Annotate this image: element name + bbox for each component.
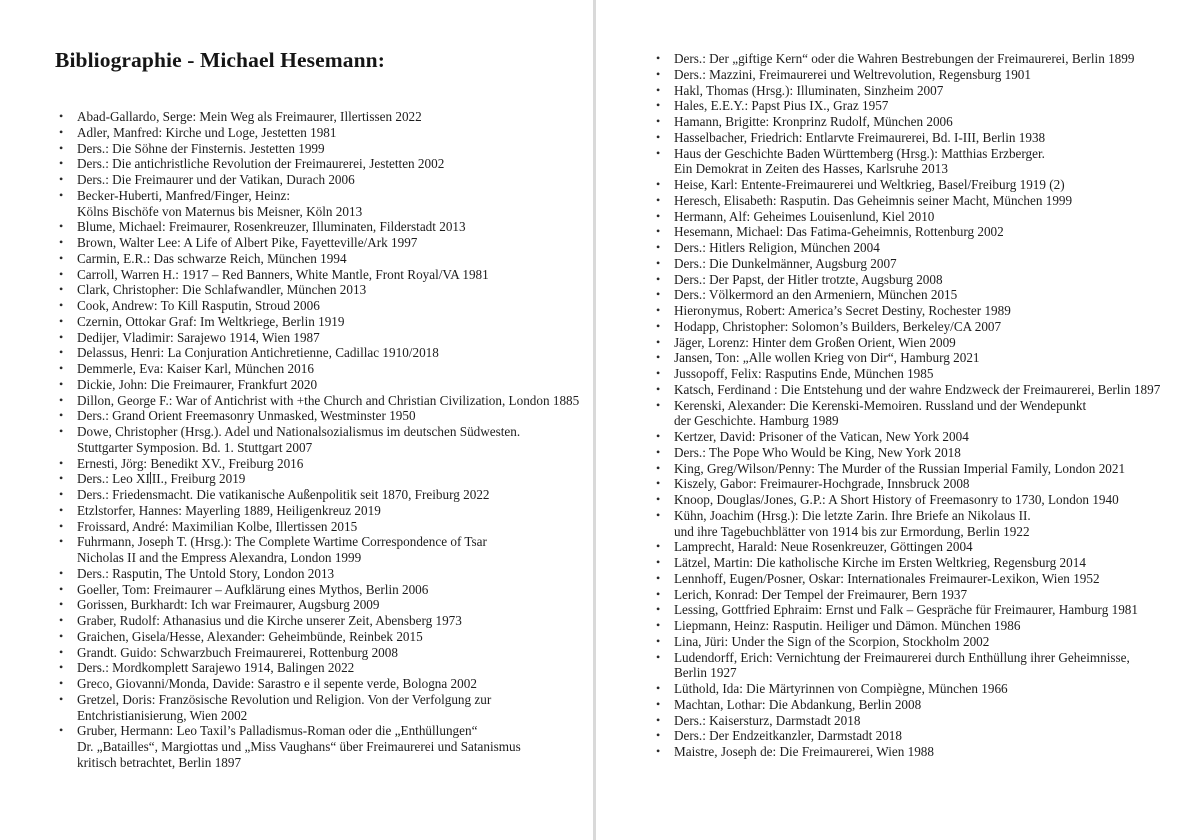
bibliography-line: Lamprecht, Harald: Neue Rosenkreuzer, Göttingen 2004 — [674, 539, 973, 555]
bibliography-entry[interactable] — [55, 471, 587, 487]
bibliography-line: Jansen, Ton: „Alle wollen Krieg von Dir“, Hamburg 2021 — [674, 350, 980, 366]
bibliography-entry[interactable] — [652, 602, 1184, 618]
bullet-marker: • — [656, 366, 661, 380]
bullet-marker: • — [59, 298, 64, 312]
bullet-marker: • — [656, 51, 661, 65]
bibliography-line: Knoop, Douglas/Jones, G.P.: A Short History of Freemasonry to 1730, London 1940 — [674, 492, 1119, 507]
bullet-marker: • — [656, 192, 661, 207]
bibliography-entry[interactable] — [652, 492, 1184, 508]
bibliography-line: Heresch, Elisabeth: Rasputin. Das Geheimnis seiner Macht, München 1999 — [674, 192, 1073, 208]
text-caret — [150, 472, 151, 484]
bibliography-entry[interactable] — [55, 330, 587, 346]
bibliography-entry[interactable] — [652, 476, 1184, 492]
bullet-marker: • — [656, 602, 661, 617]
bibliography-line: Ders.: Hitlers Religion, München 2004 — [674, 240, 880, 255]
bibliography-line: Froissard, André: Maximilian Kolbe, Illertissen 2015 — [77, 518, 358, 534]
bullet-marker: • — [656, 744, 661, 758]
bibliography-line: Abad-Gallardo, Serge: Mein Weg als Freimaurer, Illertissen 2022 — [77, 109, 422, 124]
bibliography-entry[interactable] — [652, 539, 1184, 555]
bullet-marker: • — [59, 187, 64, 202]
bullet-marker: • — [59, 628, 64, 643]
bibliography-line: Goeller, Tom: Freimaurer – Aufklärung eines Mythos, Berlin 2006 — [77, 581, 429, 597]
bibliography-line: Ders.: Die Freimaurer und der Vatikan, Durach 2006 — [77, 172, 355, 187]
bibliography-entry[interactable] — [652, 681, 1184, 697]
bibliography-line: Hamann, Brigitte: Kronprinz Rudolf, München 2006 — [674, 114, 953, 129]
bibliography-entry[interactable] — [652, 224, 1184, 240]
bibliography-line: Kühn, Joachim (Hrsg.): Die letzte Zarin. Ihre Briefe an Nikolaus II. — [674, 507, 1031, 523]
bibliography-line: Ders.: The Pope Who Would be King, New York 2018 — [674, 444, 961, 460]
bibliography-entry[interactable] — [55, 723, 587, 770]
bibliography-entry[interactable] — [55, 503, 587, 519]
bibliography-line: Hermann, Alf: Geheimes Louisenlund, Kiel 2010 — [674, 208, 935, 224]
bibliography-entry[interactable] — [652, 445, 1184, 461]
bibliography-entry[interactable] — [652, 256, 1184, 272]
bibliography-entry[interactable] — [55, 519, 587, 535]
bibliography-line: Clark, Christopher: Die Schlafwandler, München 2013 — [77, 282, 367, 298]
bullet-marker: • — [656, 240, 661, 254]
bibliography-entry[interactable] — [55, 597, 587, 613]
bullet-marker: • — [656, 649, 661, 664]
bibliography-entry[interactable] — [652, 366, 1184, 382]
bibliography-line: Ders.: Rasputin, The Untold Story, London 2013 — [77, 565, 335, 581]
bullet-marker: • — [656, 82, 661, 97]
bullet-marker: • — [656, 145, 661, 160]
bibliography-entry[interactable] — [652, 461, 1184, 477]
bullet-marker: • — [59, 518, 64, 533]
bullet-marker: • — [59, 424, 64, 438]
bibliography-line: Stuttgarter Symposion. Bd. 1. Stuttgart 2007 — [77, 439, 313, 455]
bullet-marker: • — [59, 392, 64, 407]
bibliography-line: Machtan, Lothar: Die Abdankung, Berlin 2008 — [674, 696, 922, 712]
page-title[interactable]: Bibliographie - Michael Hesemann: — [55, 48, 385, 72]
bibliography-line: Delassus, Henri: La Conjuration Antichretienne, Cadillac 1910/2018 — [77, 345, 439, 361]
bibliography-line: Ders.: Die antichristliche Revolution der Freimaurerei, Jestetten 2002 — [77, 156, 445, 172]
bibliography-entry[interactable] — [652, 571, 1184, 587]
bibliography-line: Gretzel, Doris: Französische Revolution und Religion. Von der Verfolgung zur — [77, 691, 492, 707]
bibliography-line: Hieronymus, Robert: America’s Secret Destiny, Rochester 1989 — [674, 303, 1011, 318]
bullet-marker: • — [59, 329, 64, 344]
bibliography-entry[interactable] — [55, 156, 587, 172]
bibliography-entry[interactable] — [55, 645, 587, 661]
bibliography-line: Lessing, Gottfried Ephraim: Ernst und Falk – Gespräche für Freimaurer, Hamburg 1981 — [674, 602, 1138, 618]
bibliography-entry[interactable] — [55, 676, 587, 692]
bibliography-entry[interactable] — [55, 377, 587, 393]
bibliography-entry[interactable] — [55, 219, 587, 235]
bibliography-line: Carmin, E.R.: Das schwarze Reich, München 1994 — [77, 250, 347, 266]
bibliography-line: Ein Demokrat in Zeiten des Hasses, Karlsruhe 2013 — [674, 161, 948, 177]
bibliography-entry[interactable] — [652, 98, 1184, 114]
bibliography-entry[interactable] — [652, 67, 1184, 83]
bullet-marker: • — [656, 570, 661, 585]
bibliography-line: Kertzer, David: Prisoner of the Vatican, New York 2004 — [674, 429, 969, 444]
bibliography-entry[interactable] — [652, 650, 1184, 682]
bullet-marker: • — [59, 676, 64, 690]
bibliography-line: Demmerle, Eva: Kaiser Karl, München 2016 — [77, 361, 314, 376]
bibliography-line: Entchristianisierung, Wien 2002 — [77, 707, 248, 723]
bullet-marker: • — [656, 696, 661, 711]
bibliography-line: Lüthold, Ida: Die Märtyrinnen von Compiègne, München 1966 — [674, 681, 1008, 696]
bullet-marker: • — [656, 507, 661, 522]
bibliography-entry[interactable] — [652, 587, 1184, 603]
bibliography-line: Lätzel, Martin: Die katholische Kirche im Ersten Weltkrieg, Regensburg 2014 — [674, 555, 1086, 570]
bibliography-entry[interactable] — [652, 382, 1184, 398]
bullet-marker: • — [656, 66, 661, 81]
bibliography-entry[interactable] — [652, 114, 1184, 130]
bullet-marker: • — [656, 476, 661, 491]
bibliography-line: Lina, Jüri: Under the Sign of the Scorpion, Stockholm 2002 — [674, 633, 990, 649]
bibliography-line: Grandt. Guido: Schwarzbuch Freimaurerei, Rottenburg 2008 — [77, 644, 398, 660]
bibliography-entry[interactable] — [55, 109, 587, 125]
bullet-marker: • — [59, 581, 64, 596]
bullet-marker: • — [656, 114, 661, 128]
bibliography-entry[interactable] — [652, 429, 1184, 445]
bullet-marker: • — [59, 597, 64, 612]
bullet-marker: • — [59, 361, 64, 375]
bibliography-entry[interactable] — [652, 697, 1184, 713]
bibliography-line: Cook, Andrew: To Kill Rasputin, Stroud 2006 — [77, 298, 320, 313]
bibliography-line: Fuhrmann, Joseph T. (Hrsg.): The Complete Wartime Correspondence of Tsar — [77, 534, 487, 550]
bibliography-entry[interactable] — [652, 398, 1184, 430]
bibliography-line: Ders.: Völkermord an den Armeniern, München 2015 — [674, 287, 958, 303]
bullet-marker: • — [656, 618, 661, 632]
bibliography-entry[interactable] — [55, 456, 587, 472]
bibliography-line: Gruber, Hermann: Leo Taxil’s Palladismus-Roman oder die „Enthüllungen“ — [77, 723, 478, 739]
bibliography-entry[interactable] — [652, 744, 1184, 760]
bibliography-line: Ders.: Der Endzeitkanzler, Darmstadt 2018 — [674, 728, 902, 744]
bibliography-line: Jäger, Lorenz: Hinter dem Großen Orient, Wien 2009 — [674, 334, 956, 350]
bibliography-line: Ders.: Friedensmacht. Die vatikanische Außenpolitik seit 1870, Freiburg 2022 — [77, 487, 490, 502]
bullet-marker: • — [656, 492, 661, 506]
bibliography-entry[interactable] — [55, 345, 587, 361]
bibliography-entry[interactable] — [55, 314, 587, 330]
bibliography-line: Hesemann, Michael: Das Fatima-Geheimnis, Rottenburg 2002 — [674, 224, 1004, 240]
bibliography-entry[interactable] — [55, 629, 587, 645]
bullet-marker: • — [656, 271, 661, 286]
bibliography-entry[interactable] — [55, 424, 587, 456]
bullet-marker: • — [59, 408, 64, 423]
page-left[interactable] — [0, 0, 593, 840]
bibliography-line: Ernesti, Jörg: Benedikt XV., Freiburg 2016 — [77, 455, 304, 471]
bibliography-line: und ihre Tagebuchblätter von 1914 bis zur Ermordung, Berlin 1922 — [674, 523, 1030, 539]
bibliography-entry[interactable] — [652, 618, 1184, 634]
bullet-marker: • — [656, 681, 661, 695]
bibliography-line: Brown, Walter Lee: A Life of Albert Pike, Fayetteville/Ark 1997 — [77, 235, 418, 250]
bibliography-line: Hakl, Thomas (Hrsg.): Illuminaten, Sinzheim 2007 — [674, 82, 944, 98]
bibliography-entry[interactable] — [652, 303, 1184, 319]
bullet-marker: • — [656, 429, 661, 443]
bibliography-entry[interactable] — [652, 508, 1184, 540]
bullet-marker: • — [656, 633, 661, 648]
bibliography-line: Liepmann, Heinz: Rasputin. Heiliger und Dämon. München 1986 — [674, 618, 1021, 633]
bibliography-line: Blume, Michael: Freimaurer, Rosenkreuzer, Illuminaten, Filderstadt 2013 — [77, 219, 466, 235]
bullet-marker: • — [656, 555, 661, 569]
bibliography-entry[interactable] — [55, 141, 587, 157]
bullet-marker: • — [59, 250, 64, 265]
bullet-marker: • — [59, 109, 64, 123]
bibliography-line: Jussopoff, Felix: Rasputins Ende, München 1985 — [674, 366, 934, 381]
bibliography-line: Graber, Rudolf: Athanasius und die Kirche unserer Zeit, Abensberg 1973 — [77, 613, 462, 628]
bibliography-line: Etzlstorfer, Hannes: Mayerling 1889, Heiligenkreuz 2019 — [77, 502, 381, 518]
bibliography-entry[interactable] — [652, 51, 1184, 67]
bullet-marker: • — [59, 282, 64, 297]
bullet-marker: • — [59, 376, 64, 391]
bullet-marker: • — [656, 350, 661, 365]
bullet-marker: • — [656, 334, 661, 349]
bibliography-line: Ders.: Grand Orient Freemasonry Unmasked, Westminster 1950 — [77, 408, 416, 424]
bibliography-entry[interactable] — [55, 251, 587, 267]
bibliography-line: Kiszely, Gabor: Freimaurer-Hochgrade, Innsbruck 2008 — [674, 476, 970, 492]
bibliography-entry[interactable] — [652, 319, 1184, 335]
bibliography-line: Hales, E.E.Y.: Papst Pius IX., Graz 1957 — [674, 98, 889, 114]
bullet-marker: • — [59, 660, 64, 675]
bibliography-line: Hasselbacher, Friedrich: Entlarvte Freimaurerei, Bd. I-III, Berlin 1938 — [674, 129, 1046, 145]
bibliography-entry[interactable] — [55, 361, 587, 377]
bibliography-entry[interactable] — [652, 177, 1184, 193]
bibliography-line: Dillon, George F.: War of Antichrist with +the Church and Christian Civilization, London 1885 — [77, 392, 580, 408]
bullet-marker: • — [656, 318, 661, 333]
bibliography-line: King, Greg/Wilson/Penny: The Murder of the Russian Imperial Family, London 2021 — [674, 460, 1126, 476]
bullet-marker: • — [656, 303, 661, 317]
bibliography-line: der Geschichte. Hamburg 1989 — [674, 413, 839, 429]
bibliography-line: Hodapp, Christopher: Solomon’s Builders, Berkeley/CA 2007 — [674, 318, 1002, 334]
bullet-marker: • — [656, 98, 661, 113]
bibliography-entry[interactable] — [652, 287, 1184, 303]
bibliography-line: Dickie, John: Die Freimaurer, Frankfurt 2020 — [77, 376, 318, 392]
bibliography-line: Graichen, Gisela/Hesse, Alexander: Geheimbünde, Reinbek 2015 — [77, 628, 423, 644]
bibliography-entry[interactable] — [55, 125, 587, 141]
bibliography-entry[interactable] — [652, 193, 1184, 209]
bibliography-entry[interactable] — [55, 487, 587, 503]
bullet-marker: • — [59, 502, 64, 517]
bullet-marker: • — [59, 613, 64, 627]
bibliography-list-left — [55, 109, 587, 771]
bibliography-line: Ders.: Der Papst, der Hitler trotzte, Augsburg 2008 — [674, 271, 943, 287]
bibliography-entry[interactable] — [55, 235, 587, 251]
bullet-marker: • — [59, 455, 64, 470]
bibliography-line: Ders.: Mordkomplett Sarajewo 1914, Balingen 2022 — [77, 660, 355, 676]
bullet-marker: • — [656, 397, 661, 412]
bullet-marker: • — [59, 691, 64, 706]
bullet-marker: • — [59, 345, 64, 360]
bibliography-entry[interactable] — [652, 713, 1184, 729]
bibliography-line: Carroll, Warren H.: 1917 – Red Banners, White Mantle, Front Royal/VA 1981 — [77, 266, 489, 282]
bibliography-line: Ders.: Kaisersturz, Darmstadt 2018 — [674, 712, 861, 728]
bibliography-line: Ders.: Die Söhne der Finsternis. Jestetten 1999 — [77, 140, 325, 156]
bibliography-entry[interactable] — [55, 566, 587, 582]
bibliography-entry[interactable] — [55, 393, 587, 409]
bibliography-line: kritisch betrachtet, Berlin 1897 — [77, 754, 242, 770]
bullet-marker: • — [59, 266, 64, 281]
bibliography-line: Ders.: Der „giftige Kern“ oder die Wahren Bestrebungen der Freimaurerei, Berlin 1899 — [674, 51, 1135, 66]
bibliography-entry[interactable] — [55, 408, 587, 424]
bibliography-line: Lerich, Konrad: Der Tempel der Freimaurer, Bern 1937 — [674, 586, 968, 602]
bibliography-entry[interactable] — [55, 534, 587, 566]
bibliography-line: Kölns Bischöfe von Maternus bis Meisner, Köln 2013 — [77, 203, 363, 219]
bibliography-line: Haus der Geschichte Baden Württemberg (Hrsg.): Matthias Erzberger. — [674, 145, 1045, 161]
bullet-marker: • — [656, 177, 661, 191]
page-right[interactable] — [596, 0, 1190, 840]
bibliography-entry[interactable] — [652, 272, 1184, 288]
bullet-marker: • — [656, 287, 661, 302]
bibliography-entry[interactable] — [652, 634, 1184, 650]
bullet-marker: • — [656, 208, 661, 223]
bullet-marker: • — [59, 313, 64, 328]
bibliography-entry[interactable] — [652, 350, 1184, 366]
bibliography-line: Gorissen, Burkhardt: Ich war Freimaurer, Augsburg 2009 — [77, 597, 380, 613]
bibliography-line: Ders.: Die Dunkelmänner, Augsburg 2007 — [674, 255, 897, 271]
bibliography-entry[interactable] — [55, 282, 587, 298]
bibliography-line: Heise, Karl: Entente-Freimaurerei und Weltkrieg, Basel/Freiburg 1919 (2) — [674, 177, 1065, 192]
bibliography-entry[interactable] — [55, 188, 587, 220]
bullet-marker: • — [59, 124, 64, 139]
bibliography-line: Czernin, Ottokar Graf: Im Weltkriege, Berlin 1919 — [77, 313, 345, 329]
bullet-marker: • — [656, 129, 661, 144]
bibliography-line: Dedijer, Vladimir: Sarajewo 1914, Wien 1987 — [77, 329, 320, 345]
bullet-marker: • — [59, 534, 64, 549]
bibliography-entry[interactable] — [652, 335, 1184, 351]
bullet-marker: • — [59, 140, 64, 155]
bibliography-entry[interactable] — [652, 209, 1184, 225]
bibliography-entry[interactable] — [652, 146, 1184, 178]
bibliography-line: Maistre, Joseph de: Die Freimaurerei, Wien 1988 — [674, 744, 934, 759]
bullet-marker: • — [59, 471, 64, 486]
bullet-marker: • — [59, 156, 64, 171]
bibliography-entry[interactable] — [652, 728, 1184, 744]
bibliography-line: Lennhoff, Eugen/Posner, Oskar: Internationales Freimaurer-Lexikon, Wien 1952 — [674, 570, 1100, 586]
bibliography-line: Greco, Giovanni/Monda, Davide: Sarastro e il sepente verde, Bologna 2002 — [77, 676, 477, 691]
bullet-marker: • — [59, 219, 64, 234]
bibliography-line: Berlin 1927 — [674, 665, 737, 681]
bibliography-entry[interactable] — [55, 267, 587, 283]
bibliography-entry[interactable] — [55, 172, 587, 188]
bibliography-line: Adler, Manfred: Kirche und Loge, Jestetten 1981 — [77, 124, 337, 140]
bullet-marker: • — [59, 723, 64, 738]
bibliography-entry[interactable] — [55, 692, 587, 724]
bullet-marker: • — [656, 728, 661, 743]
bullet-marker: • — [656, 586, 661, 601]
bibliography-entry[interactable] — [55, 298, 587, 314]
bibliography-entry[interactable] — [55, 582, 587, 598]
bullet-marker: • — [656, 539, 661, 554]
bullet-marker: • — [656, 712, 661, 727]
bibliography-line: Dr. „Batailles“, Margiottas und „Miss Vaughans“ über Freimaurerei und Satanismus — [77, 739, 521, 754]
bibliography-line: Ders.: Mazzini, Freimaurerei und Weltrevolution, Regensburg 1901 — [674, 66, 1031, 82]
bibliography-entry[interactable] — [652, 83, 1184, 99]
bullet-marker: • — [656, 460, 661, 475]
bullet-marker: • — [656, 444, 661, 459]
bibliography-list-right — [652, 51, 1184, 760]
bibliography-line: Dowe, Christopher (Hrsg.). Adel und Nationalsozialismus im deutschen Südwesten. — [77, 424, 521, 439]
bullet-marker: • — [656, 381, 661, 396]
bibliography-entry[interactable] — [652, 130, 1184, 146]
bibliography-line: Becker-Huberti, Manfred/Finger, Heinz: — [77, 187, 291, 203]
bullet-marker: • — [656, 255, 661, 270]
bullet-marker: • — [59, 235, 64, 249]
bibliography-entry[interactable] — [55, 660, 587, 676]
bibliography-entry[interactable] — [652, 555, 1184, 571]
bullet-marker: • — [656, 224, 661, 239]
bullet-marker: • — [59, 487, 64, 501]
bullet-marker: • — [59, 644, 64, 659]
bullet-marker: • — [59, 565, 64, 580]
bullet-marker: • — [59, 172, 64, 186]
bibliography-entry[interactable] — [55, 613, 587, 629]
bibliography-line: Nicholas II and the Empress Alexandra, London 1999 — [77, 550, 362, 565]
bibliography-line: Kerenski, Alexander: Die Kerenski-Memoiren. Russland und der Wendepunkt — [674, 397, 1087, 413]
bibliography-line: Ders.: Leo XI II., Freiburg 2019 — [77, 471, 246, 487]
bibliography-entry[interactable] — [652, 240, 1184, 256]
bibliography-line: Ludendorff, Erich: Vernichtung der Freimaurerei durch Enthüllung ihrer Geheimnisse, — [674, 649, 1130, 665]
bibliography-line: Katsch, Ferdinand : Die Entstehung und der wahre Endzweck der Freimaurerei, Berlin 1897 — [674, 381, 1161, 397]
